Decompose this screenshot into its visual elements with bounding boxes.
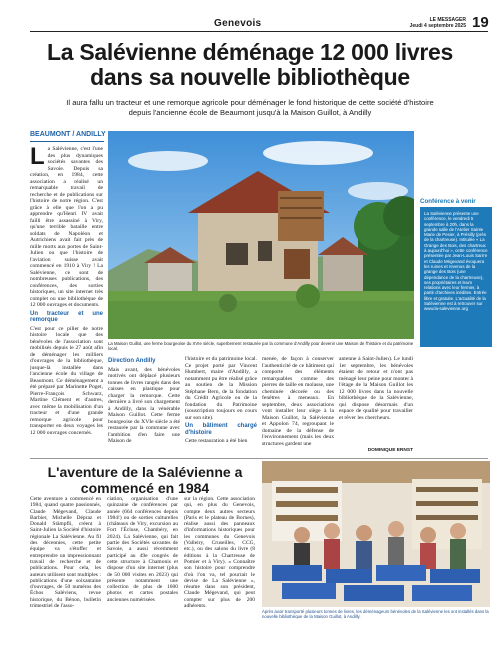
article-column-3 — [185, 356, 257, 452]
sidebar-text: La Salévienne présente une conférence, le vendredi 5 septembre à 20h, dans la grande salle de l'Atelier Sainte Marie de Pesier, à Présilly (près de la chartreuse). Intitulée « La Grange des Bois, des chartreux à aujourd'hui », cette conférence présentée par Jean-Louis Sarrre et Claude Mégevand évoquera les ruines et revenus de la grange des Bois (une dépendance de la chartreuse), ses propriétaires et leurs relations avec leur fermier, à partir d'archives inédites. Entrée libre et gratuite. L'actualité de la Salévienne est à retrouver sur www.la-salevienne.org — [424, 211, 488, 312]
subhead-tracteur: Un tracteur et une remorque — [30, 310, 103, 323]
section-name: Genevois — [214, 18, 262, 29]
byline: DOMINIQUE ERNST — [367, 448, 413, 453]
story-2-column-3: sur la région. Cette association qui, en plus du Genevois, compte deux autres secteurs (Paris et le plateau de Bornes), réalise aussi des panneaux d'informations historiques pour les communes du Genevois (Valleiry, Cruseilles, CCG, etc.), ou des salons du livre (8 éditions à la Chartreuse de Pomier et à Viry). « Connaître son histoire pour comprendre d'où l'on va, tel pourrait le devise de La Salévienne », résume dans son président, Claude Mégevand, qui peut compter sur plus de 200 adhérents. — [184, 496, 255, 610]
story-2-column-1: Cette aventure a commencé en 1984, quand quatre passionnés, Claude Mégevand, Claude Barbier, Michelle Dépraz et Donald Stämpfli, créent à Saint-Julien la Société d'histoire régionale La Salévienne. Au fil des décennies, cette petite équipe va s'étoffer et entreprendre un impressionnant travail de recherche et de publications. Pour cela, les auteurs utilisent sont multiples : publications d'une soixantaine d'ouvrages, de 50 numéros des Échos Saléviens, revue historique, du Bénon, bulletin trimestriel de l'asso- — [30, 496, 101, 610]
article-column-2 — [108, 356, 180, 452]
header-rule — [30, 31, 488, 32]
column-1-paragraph-2: C'est pour ce pilier de notre histoire locale que des bénévoles de l'association sont mobilisés depuis le 27 août afin de déménager les milliers d'ouvrages de la bibliothèque, jusque-là installée dans l'ancienne école du village de Beaumont. Ce déménagement a été préparé par Marinette Poget, Pierre-François Schwarz, Martine Clément et d'autres, avec même la mobilisation d'un tracteur et d'une grande remorque agricole pour transporter en deux voyages les 12 000 ouvrages concernés. — [30, 325, 103, 436]
story-2-heading — [30, 464, 260, 496]
deck: Il aura fallu un tracteur et une remorque agricole pour déménager le fond historique de cette société d'histoire depuis l'ancienne école de Beaumont jusqu'à la Maison Guillot, à Andilly — [66, 98, 434, 117]
column-2-text: Mais avant, des bénévoles motivés ont déplacé plusieurs tonnes de livres rangés dans des caisses en plastique pour charger la remorque. Cette dernière a livré son chargement à Andilly, dans la vénérable Maison Guillot. Cette ferme bourgeoise du XVIe siècle a été restaurée par la commune avec l'ambition d'en faire une Maison de — [108, 366, 180, 444]
volunteers-illustration — [262, 461, 490, 607]
column-5-text: antenne à Saint-Julien). Le lundi 1er septembre, les bénévoles étaient de retour et n'ont pas ménagé leur peine pour monter à l'étage de la Maison Guillot les 12 000 livres dans la nouvelle bibliothèque de la Salévienne, qui dispose désormais d'un espace de qualité pour travailler et rêver les chercheurs. — [339, 356, 413, 421]
photo-2-caption: Après avoir transporté plusieurs tonnes de livres, les déménageurs bénévoles de la Salévienne les ont installés dans la nouvelle bibliothèque de la Maison Guillot, à Andilly. — [262, 609, 489, 620]
story-2-column-2: ciation, organisation d'une quinzaine de conférences par année (664 conférences depuis 1984!) ou de sorties culturelles (châteaux de Viry, excursion au Fort l'Écluse, Chambéry, en 2024). La Salévienne, qui fait partie des Sociétés savantes de Savoie, a aussi récemment participé au 49e congrès de cette structure à Chamonis et dispose d'un site internet (plus de 50 000 visites en 2023) qui présente notamment une collection de plus de 1600 photos et cartes postales anciennes numérisées — [107, 496, 178, 603]
column-3-text-2: Cette restauration a été bien — [185, 438, 248, 444]
maison-guillot-photo — [108, 131, 414, 339]
brand-name: LE MESSAGER — [429, 17, 466, 23]
subhead-batiment: Un bâtiment chargé d'histoire — [185, 423, 257, 436]
story-separator — [30, 458, 488, 459]
issue-date: Jeudi 4 septembre 2025 — [409, 23, 466, 29]
volunteers-photo — [262, 461, 490, 607]
kicker-rule — [30, 141, 104, 142]
sidebar-box — [420, 207, 492, 347]
subhead-direction: Direction Andilly — [108, 358, 156, 364]
sidebar-title: Conférence à venir — [420, 198, 476, 205]
column-4-text: menée, de façon à conserver l'authenticité de ce bâtiment qui comporte des éléments remarquables comme des pierres de taille en molasse, une cheminée décorée ou des fenêtres à meneaux. En septembre, deux associations vont installer leur siège à la Maison Guillot, la Salévienne et Appolon 74, regroupant le domaine de la défense de l'environnement (mais les deux structures gardent une — [262, 356, 334, 447]
sidebar-heading — [420, 198, 492, 205]
column-1-paragraph-1: a Salévienne, c'est l'une des plus dynamiques sociétés savantes des Savoie. Depuis sa création, en 1984, cette association a réalisé un remarquable travail de recherche et de publications sur l'histoire de notre région. C'est grâce à elle que l'on a pu apprendre qu'Henri IV avait failli être assassiné à Viry, qu'une terrible bataille entre soldats de Napoléon et Autrichiens avait fait près de mille morts aux portes de Saint-Julien ou que l'histoire de l'aviation suisse avait commencé en 1910 à Viry ! La Salévienne, ce sont de nombreuses publications, des conférences, des sorties historiques, un site internet très complet ou une bibliothèque de 12 000 ouvrages et documents. — [30, 146, 103, 308]
story-2-title: L'aventure de la Salévienne a commencé en 1984 — [47, 464, 243, 496]
page-number: 19 — [472, 14, 489, 31]
maison-guillot-illustration — [108, 131, 414, 339]
column-3-text: l'histoire et du patrimoine local. Ce projet porté par Vincent Humbert, maire d'Andilly, a notamment pu être réalisé grâce au soutien de la Mission Stéphane Bern, de la fondation du Crédit Agricole ou de la fondation du Patrimoine (souscription toujours en cours sur son site). — [185, 356, 257, 421]
masthead — [386, 17, 466, 29]
location-kicker: BEAUMONT / ANDILLY — [30, 131, 106, 138]
article-column-4 — [262, 356, 334, 452]
drop-cap: L — [30, 146, 45, 170]
headline: La Salévienne déménage 12 000 livres dans sa nouvelle bibliothèque — [47, 39, 453, 90]
article-column-5 — [339, 356, 413, 446]
photo-1-caption: La Maison Guillot, une ferme bourgeoise du XVIe siècle, superbement restaurée par la commune d'Andilly pour devenir une Maison de l'histoire et du patrimoine local. — [108, 341, 414, 352]
